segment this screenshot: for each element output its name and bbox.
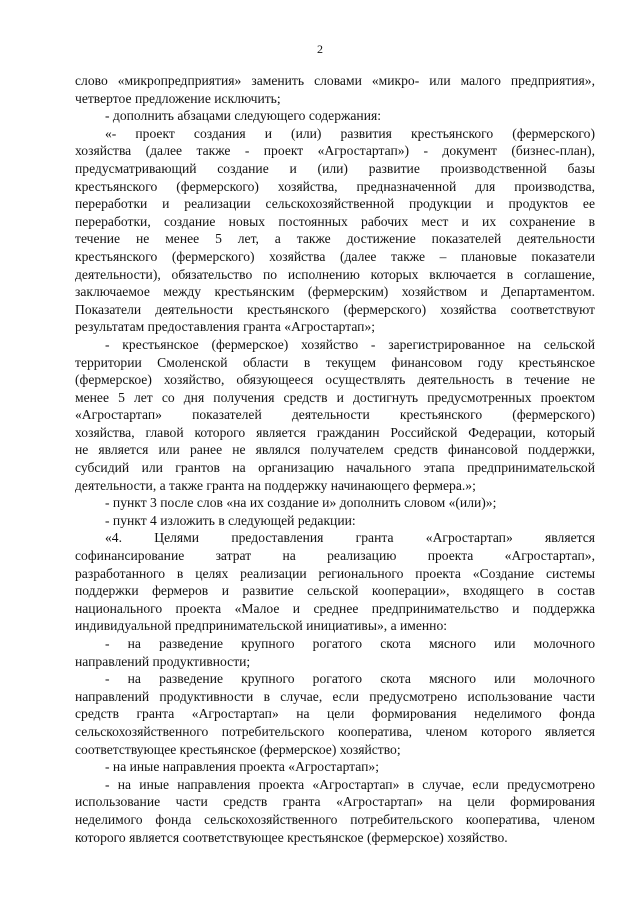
- text-line: поддержки фермеров и развитие сельской кооперации», входящего в состав: [75, 583, 595, 599]
- text-line: деятельности, а также гранта на поддержку начинающего фермера.»;: [75, 477, 476, 493]
- text-line: соответствующее крестьянское (фермерское) хозяйство;: [75, 741, 401, 757]
- text-line: хозяйства, главой которого является гражданин Российской Федерации, который: [75, 424, 595, 440]
- text-line: - пункт 3 после слов «на их создание и» дополнить словом «(или)»;: [105, 495, 497, 511]
- text-line: «- проект создания и (или) развития крестьянского (фермерского): [105, 125, 595, 141]
- text-line: которого является соответствующее крестьянское (фермерское) хозяйство.: [75, 829, 508, 845]
- text-line: софинансирование затрат на реализацию проекта «Агростартап»,: [75, 548, 595, 564]
- text-line: деятельности), обязательство по исполнению которых включается в соглашение,: [75, 266, 595, 282]
- text-line: Показатели деятельности крестьянского (фермерского) хозяйства соответствуют: [75, 301, 595, 317]
- text-line: переработки и реализации сельскохозяйственной продукции и продуктов ее: [75, 196, 595, 212]
- text-line: крестьянского (фермерского) хозяйства (далее также – плановые показатели: [75, 248, 595, 264]
- text-line: территории Смоленской области в текущем финансовом году крестьянское: [75, 354, 595, 370]
- text-line: - на разведение крупного рогатого скота мясного или молочного: [105, 671, 595, 687]
- text-line: «4. Целями предоставления гранта «Агростартап» является: [105, 530, 595, 546]
- text-line: течение не менее 5 лет, а также достижение показателей деятельности: [75, 231, 595, 247]
- text-line: слово «микропредприятия» заменить словами «микро- или малого предприятия»,: [75, 73, 595, 88]
- text-line: менее 5 лет со дня получения средств и достигнуть предусмотренных проектом: [75, 389, 595, 405]
- text-line: не является или ранее не являлся получателем средств финансовой поддержки,: [75, 442, 595, 458]
- text-line: неделимого фонда сельскохозяйственного потребительского кооператива, членом: [75, 811, 595, 827]
- text-line: заключаемое между крестьянским (фермерским) хозяйством и Департаментом.: [75, 284, 595, 300]
- text-line: результатам предоставления гранта «Агростартап»;: [75, 319, 376, 335]
- text-line: - на разведение крупного рогатого скота мясного или молочного: [105, 636, 595, 651]
- text-line: направлений продуктивности;: [75, 653, 251, 669]
- text-line: - дополнить абзацами следующего содержания:: [105, 108, 382, 124]
- page-number: 2: [317, 42, 323, 56]
- text-line: хозяйства (далее также - проект «Агростартап») - документ (бизнес-план),: [75, 143, 595, 159]
- text-line: - пункт 4 изложить в следующей редакции:: [105, 512, 356, 528]
- text-line: «Агростартап» показателей деятельности крестьянского (фермерского): [75, 407, 595, 423]
- text-line: предусматривающий создание и (или) развитие производственной базы: [75, 160, 595, 176]
- text-line: национального проекта «Малое и среднее предпринимательство и поддержка: [75, 600, 595, 616]
- text-line: разработанного в целях реализации регионального проекта «Создание системы: [75, 565, 595, 581]
- text-line: направлений продуктивности в случае, если предусмотрено использование части: [75, 688, 595, 704]
- text-line: - крестьянское (фермерское) хозяйство - зарегистрированное на сельской: [105, 336, 595, 352]
- text-line: средств гранта «Агростартап» на цели формирования неделимого фонда: [75, 706, 595, 722]
- text-line: субсидий или грантов на организацию начального этапа предпринимательской: [75, 460, 595, 476]
- text-line: использование части средств гранта «Агростартап» на цели формирования: [75, 794, 595, 810]
- text-line: - на иные направления проекта «Агростартап» в случае, если предусмотрено: [105, 776, 595, 792]
- text-line: - на иные направления проекта «Агростартап»;: [105, 759, 379, 775]
- text-line: (фермерское) хозяйство, обязующееся осуществлять деятельность в течение не: [75, 372, 595, 388]
- document-body: [75, 72, 595, 846]
- text-line: сельскохозяйственного потребительского кооператива, членом которого является: [75, 723, 595, 739]
- text-line: переработки, создание новых постоянных рабочих мест и их сохранение в: [75, 213, 595, 229]
- text-line: четвертое предложение исключить;: [75, 90, 281, 106]
- text-line: индивидуальной предпринимательской инициативы», а именно:: [75, 618, 448, 634]
- text-line: крестьянского (фермерского) хозяйства, предназначенной для производства,: [75, 178, 595, 194]
